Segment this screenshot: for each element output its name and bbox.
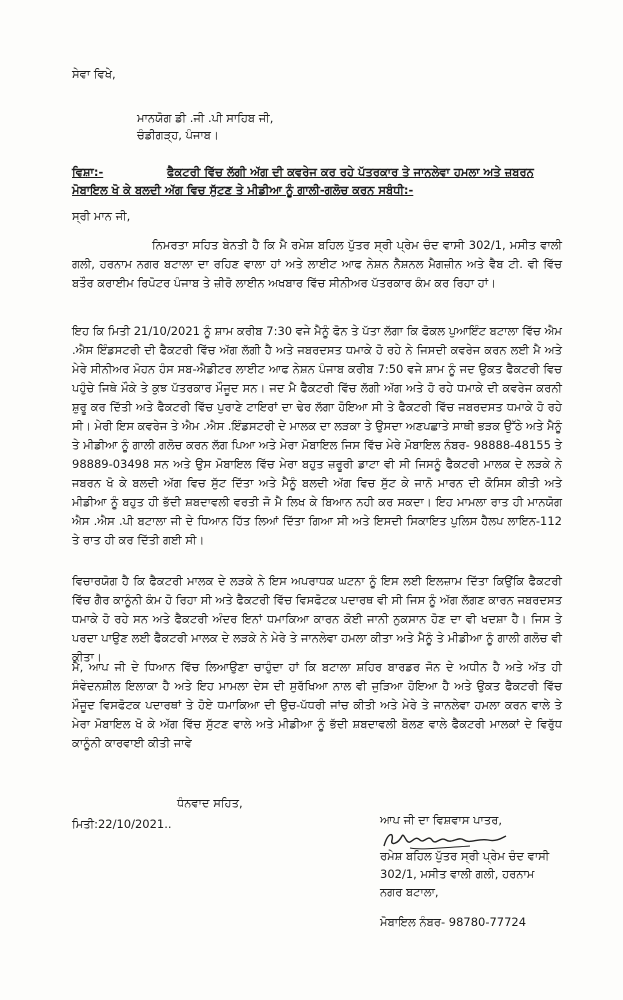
subject-label: ਵਿਸ਼ਾ:- [72,165,104,179]
paragraph-intro: ਨਿਮਰਤਾ ਸਹਿਤ ਬੇਨਤੀ ਹੈ ਕਿ ਮੈ ਰਮੇਸ਼ ਬਹਿਲ ਪੁੱਤਰ ਸ੍ਰੀ ਪ੍ਰੇਮ ਚੰਦ ਵਾਸੀ 302/1, ਮਸੀਤ ਵਾਲੀ ਗਲੀ, ਹਰਨਾਮ ਨਗਰ ਬਟਾਲਾ ਦਾ ਰਹਿਣ ਵਾਲਾ ਹਾਂ ਅਤੇ ਲਾਈਟ ਆਫ ਨੇਸ਼ਨ ਨੈਸ਼ਨਲ ਮੈਗਜ਼ੀਨ ਅਤੇ ਵੈਬ ਟੀ. ਵੀ ਵਿੱਚ ਬਤੌਰ ਕਰਾਈਮ ਰਿਪੋਟਰ ਪੰਜਾਬ ਤੇ ਜ਼ੀਰੋ ਲਾਈਨ ਅਖਬਾਰ ਵਿੱਚ ਸੀਨੀਅਰ ਪੱਤਰਕਾਰ ਕੰਮ ਕਰ ਰਿਹਾ ਹਾਂ। [72,238,562,290]
sender-line-1: ਰਮੇਸ਼ ਬਹਿਲ ਪੁੱਤਰ ਸ੍ਰੀ ਪ੍ਰੇਮ ਚੰਦ ਵਾਸੀ [380,849,550,863]
subject-line-2: ਮੋਬਾਇਲ ਖੋ ਕੇ ਬਲਦੀ ਅੱਗ ਵਿਚ ਸੁੱਟਣ ਤੇ ਮੀਡੀਆ ਨੂੰ ਗਾਲੀ-ਗਲੋਚ ਕਰਨ ਸਬੰਧੀ:- [72,183,414,197]
closing-line: ਆਪ ਜੀ ਦਾ ਵਿਸ਼ਵਾਸ ਪਾਤਰ, [380,813,502,827]
paragraph-request: ਮੈ, ਆਪ ਜੀ ਦੇ ਧਿਆਨ ਵਿੱਚ ਲਿਆਉਣਾ ਚਾਹੁੰਦਾ ਹਾਂ ਕਿ ਬਟਾਲਾ ਸ਼ਹਿਰ ਬਾਰਡਰ ਜੋਨ ਦੇ ਅਧੀਨ ਹੈ ਅਤੇ ਅੱਤ ਹੀ ਸੰਵੇਦਨਸ਼ੀਲ ਇਲਾਕਾ ਹੈ ਅਤੇ ਇਹ ਮਾਮਲਾ ਦੇਸ ਦੀ ਸੁਰੱਖਿਆ ਨਾਲ ਵੀ ਜੁੜਿਆ ਹੋਇਆ ਹੈ ਅਤੇ ਉਕਤ ਫੈਕਟਰੀ ਵਿੱਚ ਮੌਜੂਦ ਵਿਸਫੋਟਕ ਪਦਾਰਥਾਂ ਤੇ ਹੋਏ ਧਮਾਕਿਆ ਦੀ ਉਚ-ਪੱਧਰੀ ਜਾਂਚ ਕੀਤੀ ਅਤੇ ਮੇਰੇ ਤੇ ਜਾਨਲੇਵਾ ਹਮਲਾ ਕਰਨ ਵਾਲੇ ਤੇ ਮੇਰਾ ਮੋਬਾਇਲ ਖੋ ਕੇ ਅੱਗ ਵਿੱਚ ਸੁੱਟਣ ਵਾਲੇ ਅਤੇ ਮੀਡੀਆ ਨੂੰ ਭੱਦੀ ਸ਼ਬਦਾਵਲੀ ਬੋਲਣ ਵਾਲੇ ਫੈਕਟਰੀ ਮਾਲਕਾਂ ਦੇ ਵਿਰੁੱਧ ਕਾਨੂੰਨੀ ਕਾਰਵਾਈ ਕੀਤੀ ਜਾਵੇ [72,660,562,750]
recipient-line-2: ਚੰਡੀਗੜ੍ਹ, ਪੰਜਾਬ। [137,128,219,142]
sender-line-2: 302/1, ਮਸੀਤ ਵਾਲੀ ਗਲੀ, ਹਰਨਾਮ [380,867,535,881]
thanks-line: ਧੰਨਵਾਦ ਸਹਿਤ, [177,796,243,810]
greeting: ਸ੍ਰੀ ਮਾਨ ਜੀ, [72,209,131,223]
sender-line-3: ਨਗਰ ਬਟਾਲਾ, [380,885,439,899]
subject-line-1: ਫੈਕਟਰੀ ਵਿੱਚ ਲੱਗੀ ਅੱਗ ਦੀ ਕਵਰੇਜ ਕਰ ਰਹੇ ਪੱਤਰਕਾਰ ਤੇ ਜਾਨਲੇਵਾ ਹਮਲਾ ਅਤੇ ਜ਼ਬਰਨ [167,165,534,179]
recipient-line-1: ਮਾਨਯੋਗ ਡੀ .ਜੀ .ਪੀ ਸਾਹਿਬ ਜੀ, [137,111,274,125]
paragraph-incident: ਇਹ ਕਿ ਮਿਤੀ 21/10/2021 ਨੂੰ ਸ਼ਾਮ ਕਰੀਬ 7:30 ਵਜੇ ਮੈਨੂੰ ਫੋਨ ਤੇ ਪੱਤਾ ਲੱਗਾ ਕਿ ਫੋਕਲ ਪੁਆਇੰਟ ਬਟਾਲਾ ਵਿੱਚ ਐਮ .ਐਸ ਇੰਡਸਟਰੀ ਦੀ ਫੈਕਟਰੀ ਵਿੱਚ ਅੱਗ ਲੱਗੀ ਹੈ ਅਤੇ ਜਬਰਦਸਤ ਧਮਾਕੇ ਹੋ ਰਹੇ ਨੇ ਜਿਸਦੀ ਕਵਰੇਜ ਕਰਨ ਲਈ ਮੈ ਅਤੇ ਮੇਰੇ ਸੀਨੀਅਰ ਮੋਹਨ ਹੰਸ ਸਬ-ਐਡੀਟਰ ਲਾਈਟ ਆਫ ਨੇਸ਼ਨ ਪੰਜਾਬ ਕਰੀਬ 7:50 ਵਜੇ ਸ਼ਾਮ ਨੂੰ ਜਦ ਉਕਤ ਫੈਕਟਰੀ ਵਿਚ ਪਹੁੰਚੇ ਜਿਥੇ ਮੌਕੇ ਤੇ ਕੁਝ ਪੱਤਰਕਾਰ ਮੌਜੂਦ ਸਨ। ਜਦ ਮੈ ਫੈਕਟਰੀ ਵਿੱਚ ਲੱਗੀ ਅੱਗ ਅਤੇ ਹੋ ਰਹੇ ਧਮਾਕੇ ਦੀ ਕਵਰੇਜ ਕਰਨੀ ਸ਼ੁਰੂ ਕਰ ਦਿੱਤੀ ਅਤੇ ਫੈਕਟਰੀ ਵਿੱਚ ਪੁਰਾਣੇ ਟਾਇਰਾਂ ਦਾ ਢੇਰ ਲੱਗਾ ਹੋਇਆ ਸੀ ਤੇ ਫੈਕਟਰੀ ਵਿੱਚ ਜਬਰਦਸਤ ਧਮਾਕੇ ਹੋ ਰਹੇ ਸੀ। ਮੇਰੀ ਇਸ ਕਵਰੇਜ ਤੇ ਐਮ .ਐਸ .ਇੰਡਸਟਰੀ ਦੇ ਮਾਲਕ ਦਾ ਲੜਕਾ ਤੇ ਉਸਦਾ ਅਣਪਛਾਤੇ ਸਾਥੀ ਭੜਕ ਉੱਠੇ ਅਤੇ ਮੈਨੂੰ ਤੇ ਮੀਡੀਆ ਨੂੰ ਗਾਲੀ ਗਲੋਚ ਕਰਨ ਲੱਗ ਪਿਆ ਅਤੇ ਮੇਰਾ ਮੋਬਾਇਲ ਜਿਸ ਵਿੱਚ ਮੇਰੇ ਮੋਬਾਇਲ ਨੰਬਰ- 98888-48155 ਤੇ 98889-03498 ਸਨ ਅਤੇ ਉਸ ਮੋਬਾਇਲ ਵਿੱਚ ਮੇਰਾ ਬਹੁਤ ਜ਼ਰੂਰੀ ਡਾਟਾ ਵੀ ਸੀ ਜਿਸਨੂੰ ਫੈਕਟਰੀ ਮਾਲਕ ਦੇ ਲੜਕੇ ਨੇ ਜਬਰਨ ਖੋ ਕੇ ਬਲਦੀ ਅੱਗ ਵਿਚ ਸੁੱਟ ਦਿੱਤਾ ਅਤੇ ਮੈਨੂੰ ਬਲਦੀ ਅੱਗ ਵਿਚ ਸੁੱਟ ਕੇ ਜਾਨੋ ਮਾਰਨ ਦੀ ਕੋਸਿਸ ਕੀਤੀ ਅਤੇ ਮੀਡੀਆ ਨੂੰ ਬਹੁਤ ਹੀ ਭੱਦੀ ਸ਼ਬਦਾਵਲੀ ਵਰਤੀ ਜੋ ਮੈ ਲਿਖ ਕੇ ਬਿਆਨ ਨਹੀ ਕਰ ਸਕਦਾ। ਇਹ ਮਾਮਲਾ ਰਾਤ ਹੀ ਮਾਨਯੋਗ ਐਸ .ਐਸ .ਪੀ ਬਟਾਲਾ ਜੀ ਦੇ ਧਿਆਨ ਹਿੱਤ ਲਿਆਂ ਦਿੱਤਾ ਗਿਆ ਸੀ ਅਤੇ ਇਸਦੀ ਸਿਕਾਇਤ ਪੁਲਿਸ ਹੈਲਪ ਲਾਇਨ-112 ਤੇ ਰਾਤ ਹੀ ਕਰ ਦਿੱਤੀ ਗਈ ਸੀ। [72,324,563,547]
date-line: ਮਿਤੀ:22/10/2021.. [72,817,172,831]
sender-mobile: ਮੋਬਾਇਲ ਨੰਬਰ- 98780-77724 [380,915,527,929]
paragraph-allegation: ਵਿਚਾਰਯੋਗ ਹੈ ਕਿ ਫੈਕਟਰੀ ਮਾਲਕ ਦੇ ਲੜਕੇ ਨੇ ਇਸ ਅਪਰਾਧਕ ਘਟਨਾ ਨੂੰ ਇਸ ਲਈ ਇਲਜ਼ਾਮ ਦਿੱਤਾ ਕਿਉਂਕਿ ਫੈਕਟਰੀ ਵਿੱਚ ਗੈਰ ਕਾਨੂੰਨੀ ਕੰਮ ਹੋ ਰਿਹਾ ਸੀ ਅਤੇ ਫੈਕਟਰੀ ਵਿੱਚ ਵਿਸਫੋਟਕ ਪਦਾਰਥ ਵੀ ਸੀ ਜਿਸ ਨੂੰ ਅੱਗ ਲੱਗਣ ਕਾਰਨ ਜਬਰਦਸਤ ਧਮਾਕੇ ਹੋ ਰਹੇ ਸਨ ਅਤੇ ਫੈਕਟਰੀ ਅੰਦਰ ਇਨਾਂ ਧਮਾਕਿਆ ਕਾਰਨ ਕੋਈ ਜਾਨੀ ਨੁਕਸਾਨ ਹੋਣ ਦਾ ਵੀ ਖਦਸ਼ਾ ਹੈ। ਜਿਸ ਤੇ ਪਰਦਾ ਪਾਉਣ ਲਈ ਫੈਕਟਰੀ ਮਾਲਕ ਦੇ ਲੜਕੇ ਨੇ ਮੇਰੇ ਤੇ ਜਾਨਲੇਵਾ ਹਮਲਾ ਕੀਤਾ ਅਤੇ ਮੈਨੂੰ ਤੇ ਮੀਡੀਆ ਨੂੰ ਗਾਲੀ ਗਲੋਚ ਵੀ ਕੀਤਾ। [72,574,562,664]
salutation-to: ਸੇਵਾ ਵਿਖੇ, [72,67,116,81]
